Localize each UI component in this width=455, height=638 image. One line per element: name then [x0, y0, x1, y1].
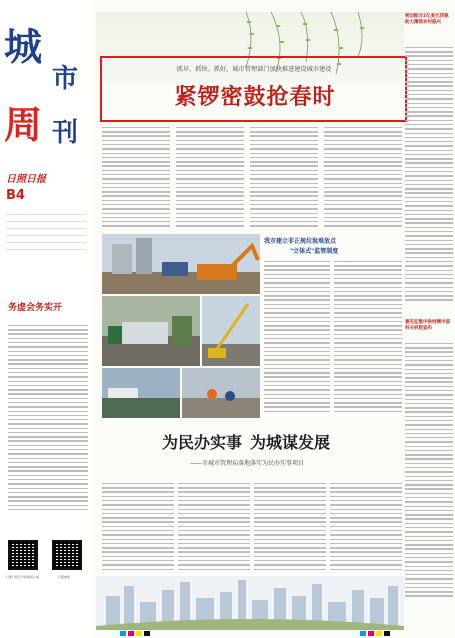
- right-body-text-1: [405, 44, 453, 314]
- lead-body-col-4: [324, 124, 402, 232]
- masthead-char-2: 市: [52, 64, 79, 94]
- lead-subhead: 抓早、抓快、抓好，城市管理部门加快推进建设城市建设: [176, 66, 332, 73]
- photo-excavator: [102, 234, 260, 294]
- lead-headline: 紧锣密鼓抢春时: [174, 84, 336, 110]
- right-headline-1: 密切配合2亿美元贷款助力薄弱乡村振兴: [405, 14, 449, 25]
- feature-headline-part1: 为民办实事: [162, 433, 243, 452]
- sidebar-body-text: [8, 322, 88, 527]
- print-colorbar-black: [144, 631, 150, 636]
- right-news-column: [405, 14, 453, 630]
- photo-road-works: [102, 296, 200, 366]
- masthead-meta: [6, 208, 86, 250]
- photo-crane: [202, 296, 260, 366]
- second-headline-line1: 我市建立非正规垃圾堆放点: [264, 238, 337, 245]
- photo-riverbank: [102, 368, 180, 418]
- lead-body-col-1: [102, 124, 170, 232]
- print-colorbar-cyan-2: [360, 631, 366, 636]
- print-colorbar-cyan: [120, 631, 126, 636]
- masthead-char-1: 城: [4, 24, 43, 69]
- paper-logo: 日照日报: [6, 174, 46, 185]
- qr-caption-wechat: 日照城建: [58, 575, 71, 579]
- lead-body-col-2: [176, 124, 244, 232]
- masthead-char-4: 刊: [52, 118, 79, 148]
- print-colorbar-magenta: [128, 631, 134, 636]
- feature-headline-part2: 为城谋发展: [250, 433, 331, 452]
- print-colorbar-magenta-2: [368, 631, 374, 636]
- page-number: B4: [6, 188, 25, 203]
- feature-body-col-1: [102, 480, 174, 574]
- second-body-col-2: [334, 258, 402, 420]
- print-colorbar-yellow: [136, 631, 142, 636]
- qr-code-app: [8, 540, 38, 570]
- feature-subhead: ——市城市管理局落地落实为民办实事项目: [190, 460, 305, 467]
- right-headline-2: 意见征集中供给侧中国科分析院宣布: [405, 320, 450, 331]
- photo-workers: [182, 368, 260, 418]
- lead-body-col-3: [250, 124, 318, 232]
- city-skyline-illustration: [96, 576, 404, 630]
- feature-body-col-4: [330, 480, 402, 574]
- right-body-text-2: [405, 340, 453, 626]
- print-colorbar-yellow-2: [376, 631, 382, 636]
- second-body-col-1: [264, 258, 330, 420]
- sidebar-headline: 务虚会务实开: [8, 303, 63, 313]
- masthead-char-3: 周: [4, 102, 43, 147]
- print-colorbar-black-2: [384, 631, 390, 636]
- feature-body-col-3: [254, 480, 326, 574]
- feature-body-col-2: [178, 480, 250, 574]
- second-headline-line2: "立体式"监管制度: [290, 248, 339, 255]
- qr-caption-app: 日照日报官方新闻客户端: [6, 575, 40, 579]
- qr-code-wechat: [52, 540, 82, 570]
